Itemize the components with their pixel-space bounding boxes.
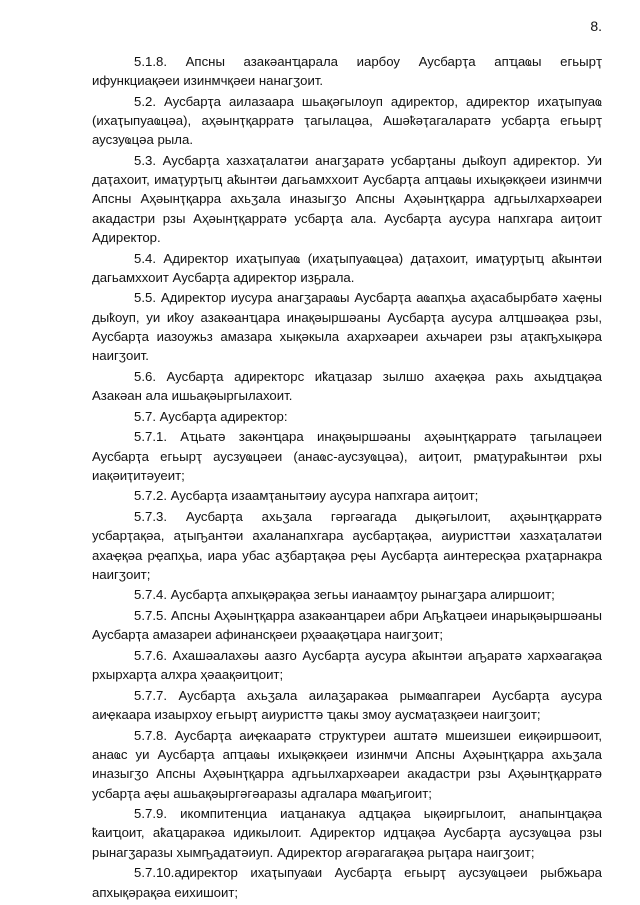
paragraph: 5.6. Аусбарҭа адиректорс иҟаҵазар зылшо ахаҿқәа рахь ахыдҵақәа Азакәан ала ишьақәыргылахоит. (92, 368, 602, 403)
paragraph: 5.7. Аусбарҭа адиректор: (134, 408, 288, 424)
paragraph: 5.7.3. Аусбарҭа ахьӡала гәргәагада дықәгылоит, аҳәынҭқарратә усбарҭақәа, аҭыҧантәи ахаланапхгара аусбарҭақәа, аиуристтәи хазхаҭалатәи ахаҿқәа рҿапҳьа, иара убас аӡбарҭақәа рҿы Аусбарҭа аинтересқәа рхаҭарнакра наигӡоит; (92, 509, 602, 582)
page-number: 8. (590, 18, 602, 34)
paragraph: 5.7.1. Аҵьатә закәнҵара инақәыршәаны аҳәынҭқарратә ҭагылацәеи Аусбарҭа егьырҭ аусзуҩцәеи (анаҩс-аусзуҩцәа), аиҭоит, рмаҭураҟынтәи рхы иақәиҭитәуеит; (92, 429, 602, 483)
paragraph: 5.3. Аусбарҭа хазхаҭалатәи анагӡаратә усбарҭаны дыҟоуп адиректор. Уи даҭахоит, имаҭурҭыҵ аҟынтәи дагьамххоит Аусбарҭа апҵаҩы ихықәкқәеи изинмчи Апсны Аҳәынҭқарра ахьӡала иназыгӡо Апсны Аҳәынҭқарра адгьылхархәареи акадастри рзы Аҳәынҭқарратә усбарҭа ала. Аусбарҭа аусура напхгара аиҭоит Адиректор. (92, 153, 602, 245)
paragraph: 5.5. Адиректор иусура анагӡараҩы Аусбарҭа аҩапҳьа аҳасабырбатә хаҿны дыҟоуп, уи иҟоу азакәанҵара инақәыршәаны Аусбарҭа аусура алҵшәақәа рзы, Аусбарҭа иазоужьз амазара хықәкыла ахархәареи ахьчареи рзы аҭакҧхықәра наигӡоит. (92, 290, 602, 364)
paragraph: 5.7.8. Аусбарҭа аиҿкааратә структуреи аштатә мшеизшеи еиқәиршәоит, анаҩс уи Аусбарҭа апҵаҩы ихықәкқәеи изинмчи Апсны Аҳәынҭқарра ахьӡала иназыгӡо Апсны Аҳәынҭқарра адгьылхархәареи акадастри рзы Аҳәынҭқарратә усбарҭа аҿы ашьақәыргәгәаразы адгалара мҩаҧигоит; (92, 727, 602, 801)
paragraph: 5.4. Адиректор ихаҭыпуаҩ (ихаҭыпуаҩцәа) даҭахоит, имаҭурҭыҵ аҟынтәи дагьамххоит Аусбарҭа адиректор изҕрала. (92, 250, 602, 285)
paragraph: 5.7.5. Апсны Аҳәынҭқарра азакәанҵареи абри Аҧҟаҵәеи инарықәыршәаны Аусбарҭа амазареи афинансқәеи рҳәаақәҵара наигӡоит; (92, 608, 602, 643)
paragraph: 5.7.9. икомпитенциа иаҵанакуа адҵақәа ықәиргылоит, анапынҵақәа ҟаиҵоит, аҟаҵаракәа идикылоит. Адиректор идҵақәа Аусбарҭа аусзуҩцәа рзы рынагӡаразы хымҧадатәиуп. Адиректор агәрагагақәа рыҭара наигӡоит; (92, 806, 602, 860)
paragraph: 5.7.10.адиректор ихаҭыпуаҩи Аусбарҭа егьырҭ аусзуҩцәеи рыбжьара апхықәрақәа еихишоит; (92, 865, 602, 900)
paragraph: 5.7.7. Аусбарҭа ахьӡала аилаӡаракәа рымҩапгареи Аусбарҭа аусура аиҿкаара изаырхоу егьырҭ аиуристтә ҵакы змоу аусмаҭазқәеи наигӡоит; (92, 688, 602, 723)
paragraph: 5.7.6. Ахашәалахәы аазго Аусбарҭа аусура аҟынтәи аҧаратә хархәагақәа рхырхарҭа алхра ҳәаақәиҵоит; (92, 648, 602, 683)
document-body (92, 52, 602, 903)
paragraph: 5.2. Аусбарҭа аилазаара шьақәгылоуп адиректор, адиректор ихаҭыпуаҩ (ихаҭыпуаҩцәа), аҳәынҭқарратә ҭагылацәа, Ашәҟәҭагаларатә усбарҭа егьырҭ аусзуҩцәа рыла. (92, 93, 602, 148)
paragraph: 5.7.4. Аусбарҭа апхықәрақәа зегьы ианаамҭоу рынагӡара алиршоит; (134, 587, 555, 603)
paragraph: 5.1.8. Апсны азакәанҵарала иарбоу Аусбарҭа апҵаҩы егьырҭ ифункциақәеи изинмчқәеи нанагӡоит. (92, 54, 602, 89)
paragraph: 5.7.2. Аусбарҭа изаамҭанытәиу аусура напхгара аиҭоит; (134, 488, 479, 504)
